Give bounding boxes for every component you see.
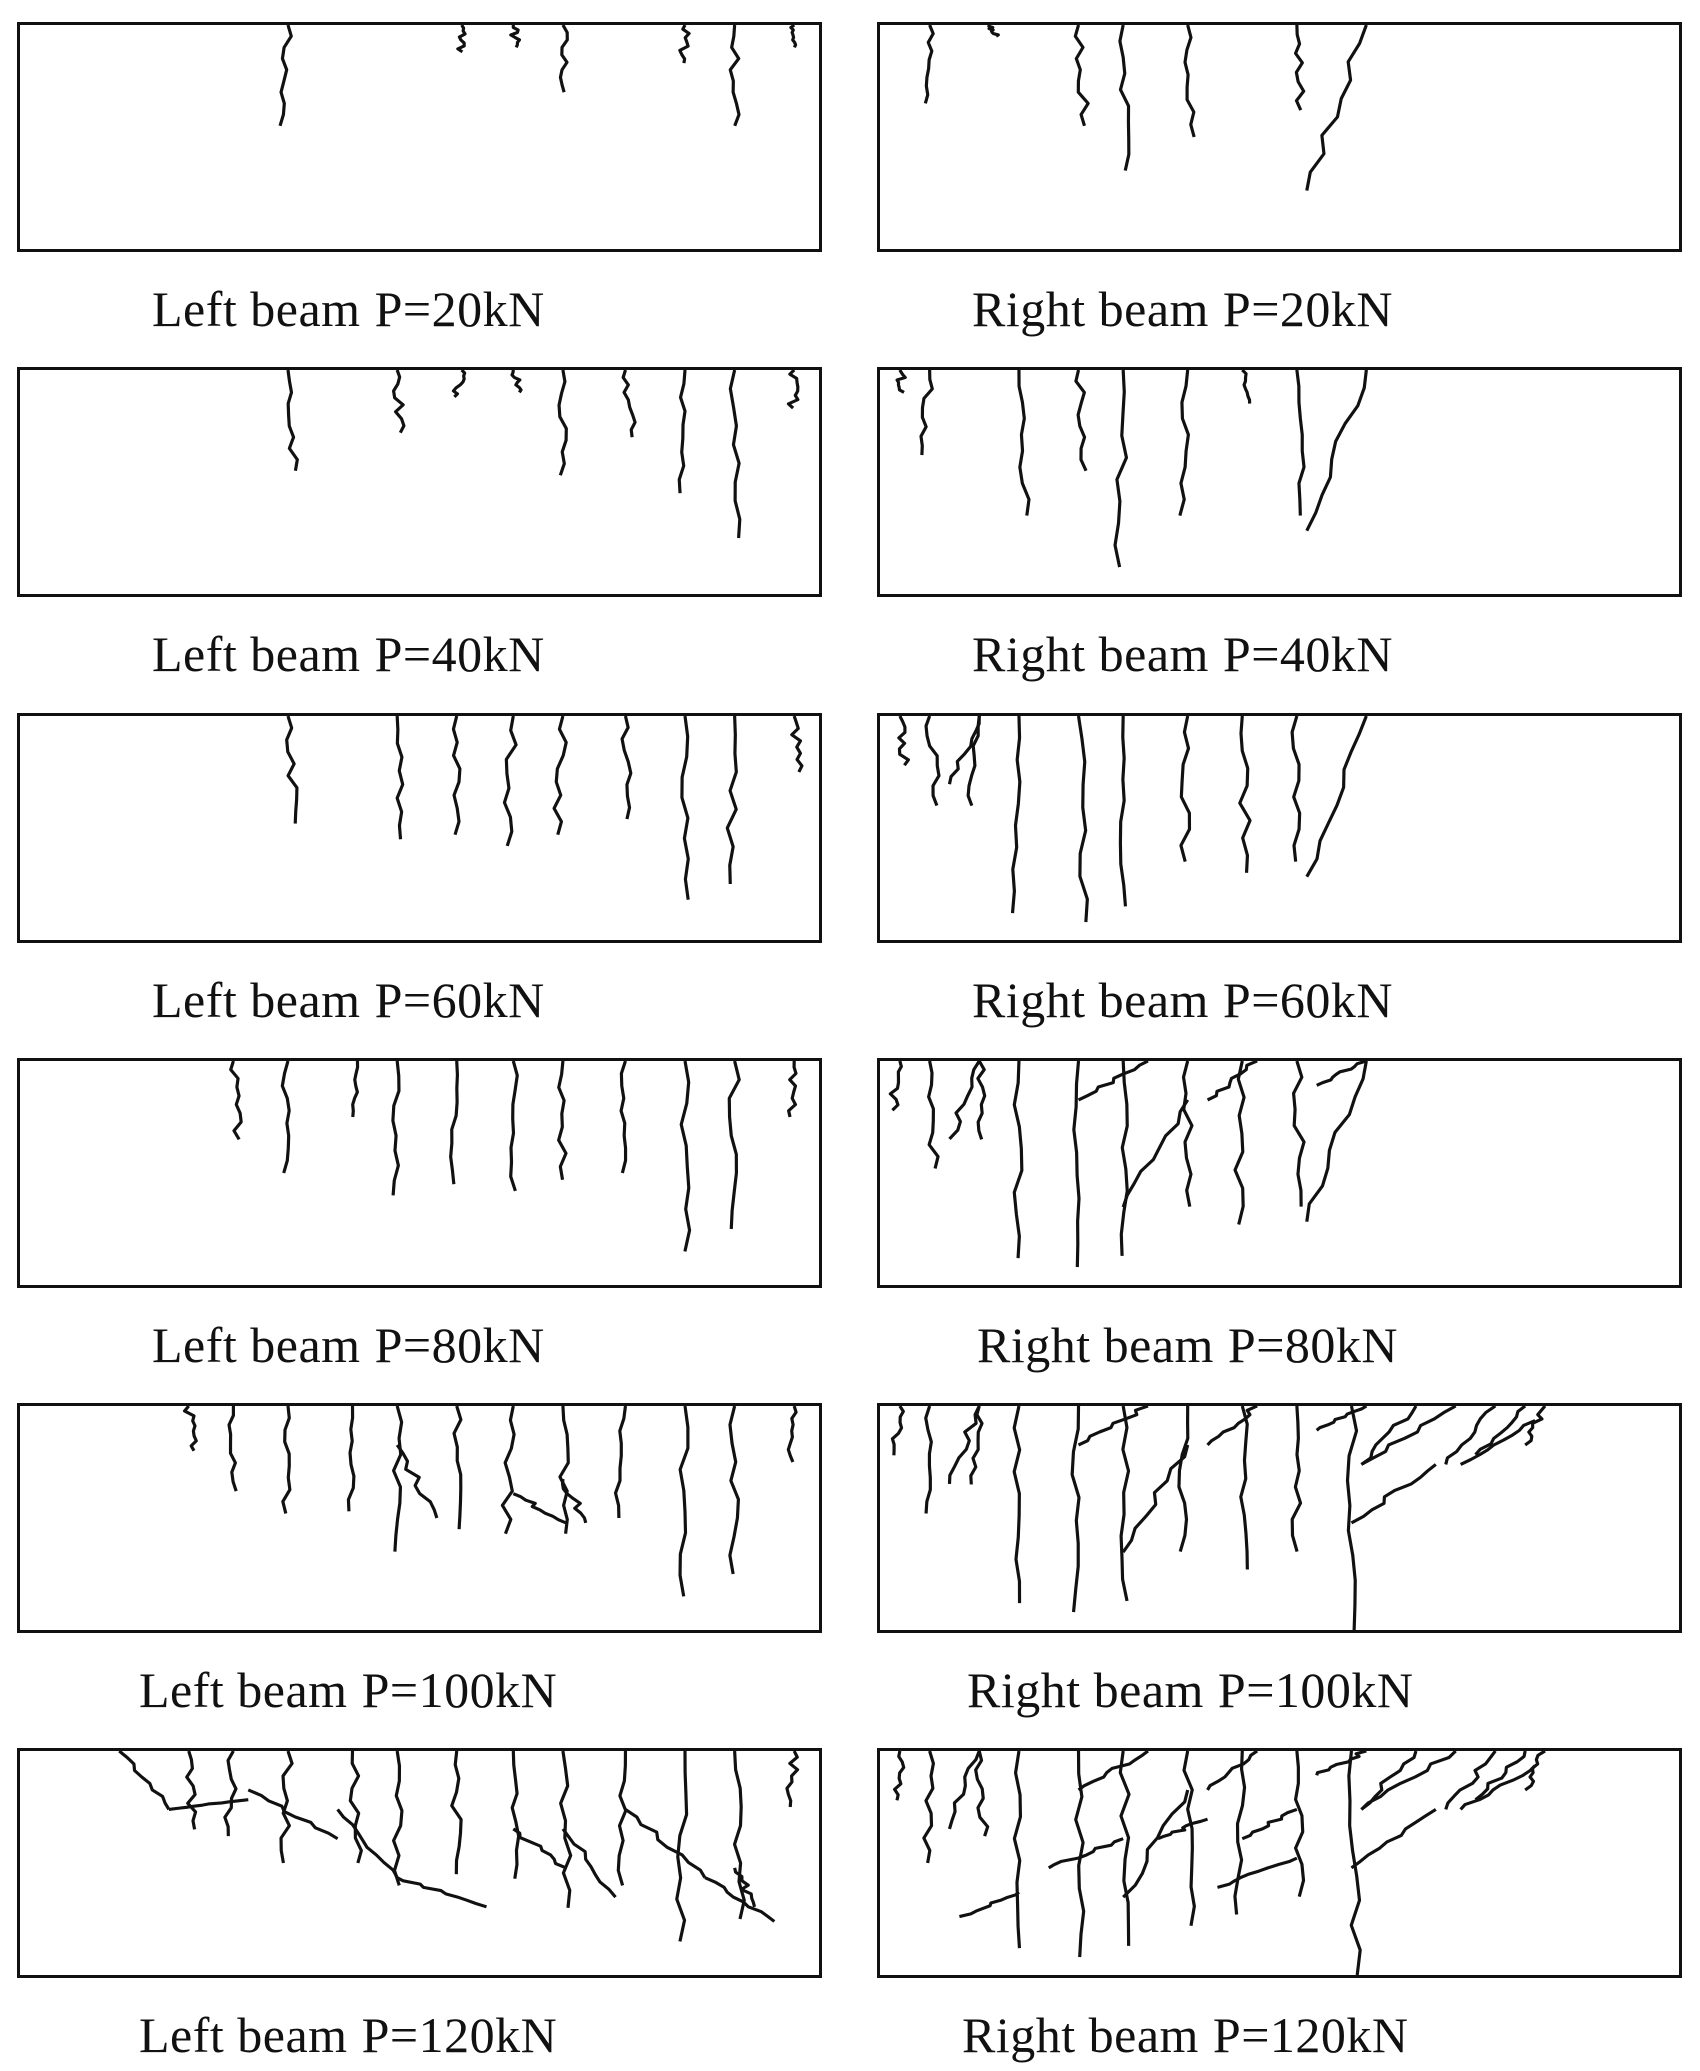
crack-line [926,1406,932,1514]
crack-branch [625,1809,704,1877]
load-label: P=20kN [374,281,545,337]
beam-label: Right beam [972,626,1209,682]
crack-line [1296,25,1304,110]
crack-line [559,1061,566,1180]
crack-line [1184,1751,1194,1926]
crack-line [921,370,932,455]
crack-line [897,370,905,392]
crack-line [621,1061,625,1173]
crack-line [397,716,403,839]
crack-branch [248,1790,337,1839]
crack-branch [1351,1809,1435,1867]
crack-line [560,1406,568,1534]
crack-branch [169,1800,248,1810]
crack-line [288,370,297,471]
crack-line [559,370,566,475]
panel-caption [152,971,545,1029]
crack-line [727,716,736,884]
crack-line [453,716,459,835]
load-label: P=60kN [374,972,545,1028]
crack-line [394,1751,402,1885]
crack-branch [1079,1751,1148,1790]
crack-lines [880,25,1679,249]
crack-line [899,716,909,765]
crack-line [677,1751,687,1941]
crack-line [735,1751,745,1919]
crack-line [1240,716,1250,873]
crack-lines [20,1061,819,1285]
crack-line [280,25,291,126]
crack-lines [880,1751,1679,1975]
crack-branch [959,1892,1019,1916]
crack-branch [338,1809,398,1877]
crack-line [788,370,797,408]
crack-line [1076,1751,1084,1957]
crack-line [1079,716,1088,922]
crack-branch [1361,1406,1455,1464]
crack-line [623,370,635,437]
crack-line [890,1061,901,1110]
crack-line [1185,25,1194,137]
beam-label: Right beam [972,281,1209,337]
crack-line [229,1406,236,1491]
beam-label: Left beam [152,1317,361,1373]
crack-line [681,1061,689,1251]
crack-branch [1446,1406,1496,1464]
crack-branch [1317,1751,1367,1775]
crack-line [1013,716,1020,913]
crack-line [924,1751,934,1863]
beam-outline [17,367,822,597]
crack-branch [119,1751,169,1809]
crack-line [622,716,631,819]
beam-outline [877,22,1682,252]
beam-label: Left beam [152,626,361,682]
beam-outline [17,1748,822,1978]
crack-branch [1351,1464,1435,1522]
crack-line [976,1751,988,1836]
crack-branch [1461,1766,1535,1810]
beam-label: Left beam [152,972,361,1028]
crack-lines [880,716,1679,940]
crack-line [789,1061,796,1117]
crack-line [511,25,520,47]
crack-line [895,1751,904,1800]
crack-line [502,1406,514,1534]
crack-branch [1476,1751,1526,1800]
crack-line [1180,370,1189,516]
crack-line [1014,1406,1019,1603]
panel-caption [152,625,545,683]
load-label: P=100kN [361,1662,558,1718]
crack-branch [949,1061,979,1139]
beam-label: Left beam [152,281,361,337]
crack-line [892,1406,903,1455]
crack-lines [880,1061,1679,1285]
crack-line [394,1406,402,1552]
crack-branch [513,1494,566,1523]
beam-label: Left beam [139,1662,348,1718]
crack-line [730,370,739,538]
crack-line [1184,1061,1192,1207]
crack-line [618,1751,625,1885]
crack-line [682,716,688,900]
crack-line [1120,1751,1129,1946]
crack-line [1242,370,1249,404]
crack-line [394,370,404,433]
crack-line [1120,25,1129,171]
crack-line [225,1751,236,1836]
crack-line [350,1751,361,1863]
crack-line [1181,716,1190,862]
crack-line [282,1061,289,1173]
crack-line [1292,1406,1300,1552]
crack-branch [1208,1406,1258,1445]
crack-line [925,25,933,103]
load-label: P=60kN [1222,972,1394,1028]
crack-branch [1049,1839,1123,1868]
crack-lines [20,716,819,940]
crack-branch [1123,1100,1188,1207]
crack-branch [1217,1858,1296,1887]
crack-line [231,1061,241,1139]
crack-line [616,1406,626,1518]
load-label: P=40kN [374,626,545,682]
crack-branch [1079,1406,1148,1445]
crack-branch [1307,370,1367,531]
load-label: P=40kN [1222,626,1394,682]
beam-outline [17,22,822,252]
crack-branch [949,1751,979,1829]
panel-caption [972,280,1393,338]
crack-branch [1208,1751,1258,1790]
crack-line [989,25,998,36]
crack-line [283,1406,290,1514]
crack-line [287,716,297,824]
beam-outline [877,367,1682,597]
crack-line [561,1751,571,1908]
crack-line [978,1061,985,1139]
beam-outline [877,713,1682,943]
crack-line [1014,1061,1022,1258]
beam-outline [877,1403,1682,1633]
beam-outline [17,1403,822,1633]
beam-outline [877,1748,1682,1978]
crack-branch [1317,1061,1367,1085]
panel-caption [977,1316,1398,1374]
crack-line [512,1751,518,1879]
crack-branch [1446,1751,1496,1809]
crack-line [453,370,464,397]
crack-line [1074,1061,1079,1267]
crack-line [1241,1406,1248,1570]
load-label: P=20kN [1222,281,1394,337]
load-label: P=120kN [1212,2007,1409,2063]
crack-branch [513,1829,566,1868]
crack-line [787,1751,798,1807]
crack-lines [20,1751,819,1975]
crack-branch [1317,1406,1367,1430]
crack-branch [1079,1061,1148,1100]
load-label: P=120kN [361,2007,558,2063]
load-label: P=80kN [1227,1317,1399,1373]
crack-line [791,25,796,47]
beam-label: Right beam [962,2007,1199,2063]
crack-line [1076,370,1086,471]
crack-line [1121,1061,1127,1256]
crack-line [185,1406,197,1451]
crack-line [187,1751,196,1829]
crack-line [348,1406,353,1511]
crack-line [1292,716,1300,862]
crack-branch [1123,1445,1188,1552]
crack-line [792,716,802,772]
crack-lines [880,1406,1679,1630]
crack-line [729,1061,739,1229]
crack-branch [1242,1809,1297,1838]
beam-label: Right beam [967,1662,1204,1718]
beam-label: Right beam [977,1317,1214,1373]
crack-lines [20,25,819,249]
crack-line [730,25,739,126]
crack-line [560,25,567,92]
crack-line [1347,1406,1356,1630]
crack-branch [1307,25,1367,191]
crack-branch [1525,1406,1545,1445]
panel-caption [152,1316,545,1374]
crack-line [1297,370,1304,516]
beam-label: Left beam [139,2007,348,2063]
beam-outline [17,713,822,943]
crack-line [1014,1751,1020,1948]
panel-caption [967,1661,1414,1719]
panel-caption [972,971,1393,1029]
crack-line [458,25,465,52]
crack-line [1121,1406,1128,1601]
crack-line [679,370,685,493]
crack-line [1296,1751,1304,1897]
crack-branch [1461,1421,1535,1465]
crack-line [1294,1061,1304,1207]
crack-branch [949,1406,979,1484]
crack-line [730,1406,739,1574]
panel-caption [139,1661,557,1719]
panel-caption [139,2006,557,2064]
crack-line [451,1061,458,1184]
crack-line [1235,1061,1244,1225]
crack-line [454,1406,461,1529]
panel-caption [152,280,545,338]
crack-branch [1123,1790,1188,1897]
panel-caption [972,625,1393,683]
crack-branch [1307,716,1367,877]
crack-line [554,716,566,835]
crack-line [1179,1406,1188,1552]
crack-line [511,1061,518,1191]
beam-outline [17,1058,822,1288]
crack-line [512,370,521,392]
crack-branch [397,1445,437,1518]
crack-lines [20,370,819,594]
crack-line [1235,1751,1245,1915]
crack-lines [20,1406,819,1630]
load-label: P=100kN [1217,1662,1414,1718]
crack-branch [1208,1061,1258,1100]
crack-lines [880,370,1679,594]
beam-label: Right beam [972,972,1209,1028]
crack-line [1019,370,1029,516]
crack-line [353,1061,358,1117]
crack-branch [397,1878,486,1907]
beam-outline [877,1058,1682,1288]
crack-line [1075,25,1088,126]
load-label: P=80kN [374,1317,545,1373]
crack-line [926,716,939,806]
crack-branch [1307,1061,1367,1222]
crack-line [393,1061,399,1195]
crack-line [1115,370,1126,567]
crack-line [504,716,516,846]
crack-branch [563,1829,616,1897]
crack-line [1120,716,1125,906]
crack-line [680,1406,688,1596]
crack-line [929,1061,938,1169]
panel-caption [962,2006,1409,2064]
crack-line [680,25,689,63]
crack-line [788,1406,796,1462]
crack-line [452,1751,461,1874]
crack-line [1072,1406,1079,1612]
